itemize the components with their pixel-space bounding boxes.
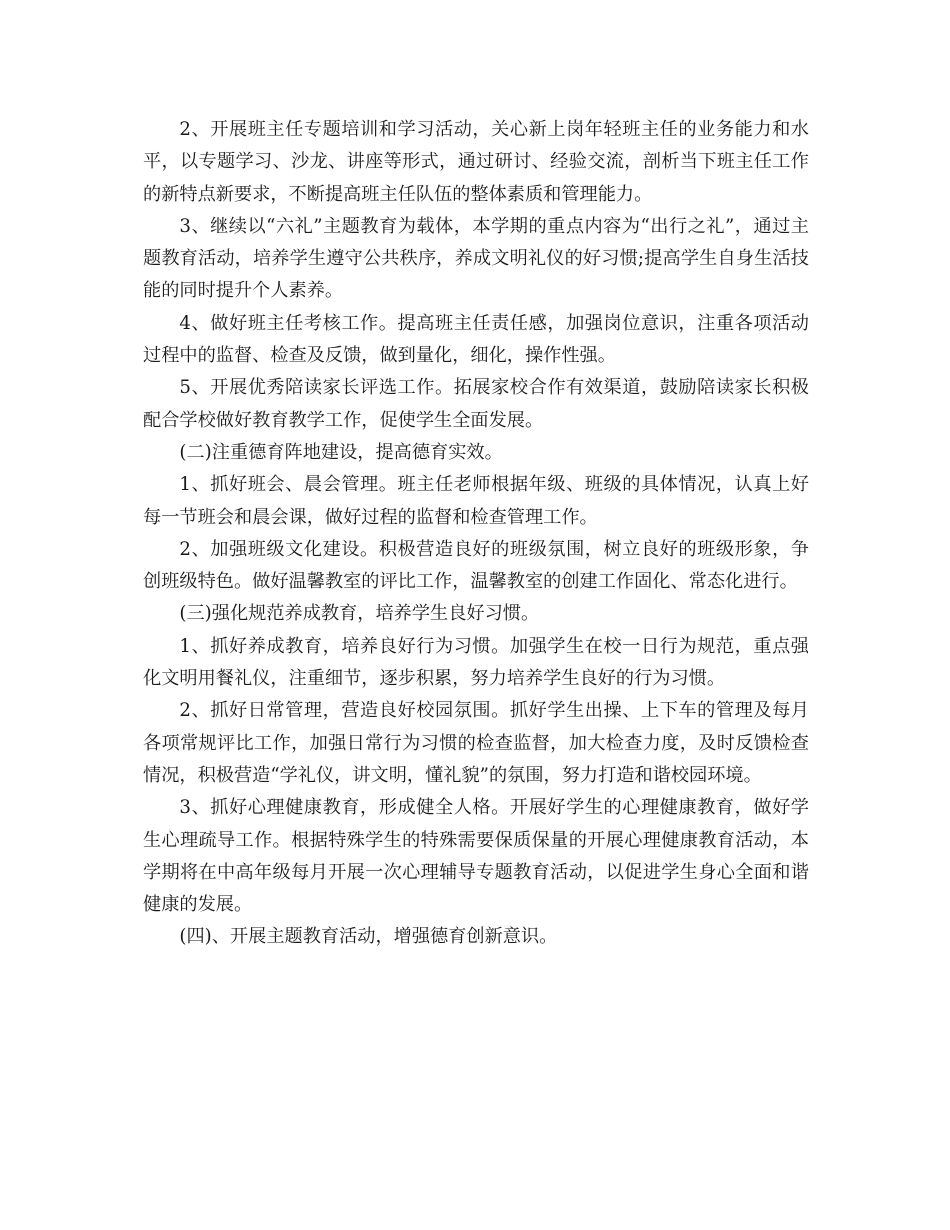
paragraph-mental-health: 3、抓好心理健康教育，形成健全人格。开展好学生的心理健康教育，做好学生心理疏导工作。根据特殊学生的特殊需要保质保量的开展心理健康教育活动，本学期将在中高年级每月开展一次心理辅导专题教育活动，以促进学生身心全面和谐健康的发展。 xyxy=(143,797,809,916)
paragraph-class-culture: 2、加强班级文化建设。积极营造良好的班级氛围，树立良好的班级形象，争创班级特色。做好温馨教室的评比工作，温馨教室的创建工作固化、常态化进行。 xyxy=(143,538,809,593)
section-heading-3: (三)强化规范养成教育，培养学生良好习惯。 xyxy=(179,603,540,625)
paragraph-parent-selection: 5、开展优秀陪读家长评选工作。拓展家校合作有效渠道，鼓励陪读家长积极配合学校做好教育教学工作，促使学生全面发展。 xyxy=(143,377,809,431)
section-heading-2: (二)注重德育阵地建设，提高德育实效。 xyxy=(179,441,503,463)
paragraph-daily-management: 2、抓好日常管理，营造良好校园氛围。抓好学生出操、上下车的管理及每月各项常规评比工作，加强日常行为习惯的检查监督，加大检查力度，及时反馈检查情况，积极营造“学礼仪，讲文明，懂礼貌”的氛围，努力打造和谐校园环境。 xyxy=(143,700,809,786)
paragraph-habits: 1、抓好养成教育，培养良好行为习惯。加强学生在校一日行为规范，重点强化文明用餐礼仪，注重细节，逐步积累，努力培养学生良好的行为习惯。 xyxy=(143,635,809,690)
paragraph-assessment: 4、做好班主任考核工作。提高班主任责任感，加强岗位意识，注重各项活动过程中的监督、检查及反馈，做到量化，细化，操作性强。 xyxy=(143,312,809,367)
paragraph-training: 2、开展班主任专题培训和学习活动，关心新上岗年轻班主任的业务能力和水平，以专题学习、沙龙、讲座等形式，通过研讨、经验交流，剖析当下班主任工作的新特点新要求，不断提高班主任队伍的整体素质和管理能力。 xyxy=(143,119,809,205)
paragraph-class-meetings: 1、抓好班会、晨会管理。班主任老师根据年级、班级的具体情况，认真上好每一节班会和晨会课，做好过程的监督和检查管理工作。 xyxy=(143,474,809,528)
section-heading-4: (四)、开展主题教育活动，增强德育创新意识。 xyxy=(179,926,558,948)
paragraph-six-rites: 3、继续以“六礼”主题教育为载体，本学期的重点内容为“出行之礼”，通过主题教育活动，培养学生遵守公共秩序，养成文明礼仪的好习惯;提高学生自身生活技能的同时提升个人素养。 xyxy=(143,215,809,302)
document-body xyxy=(143,114,809,954)
